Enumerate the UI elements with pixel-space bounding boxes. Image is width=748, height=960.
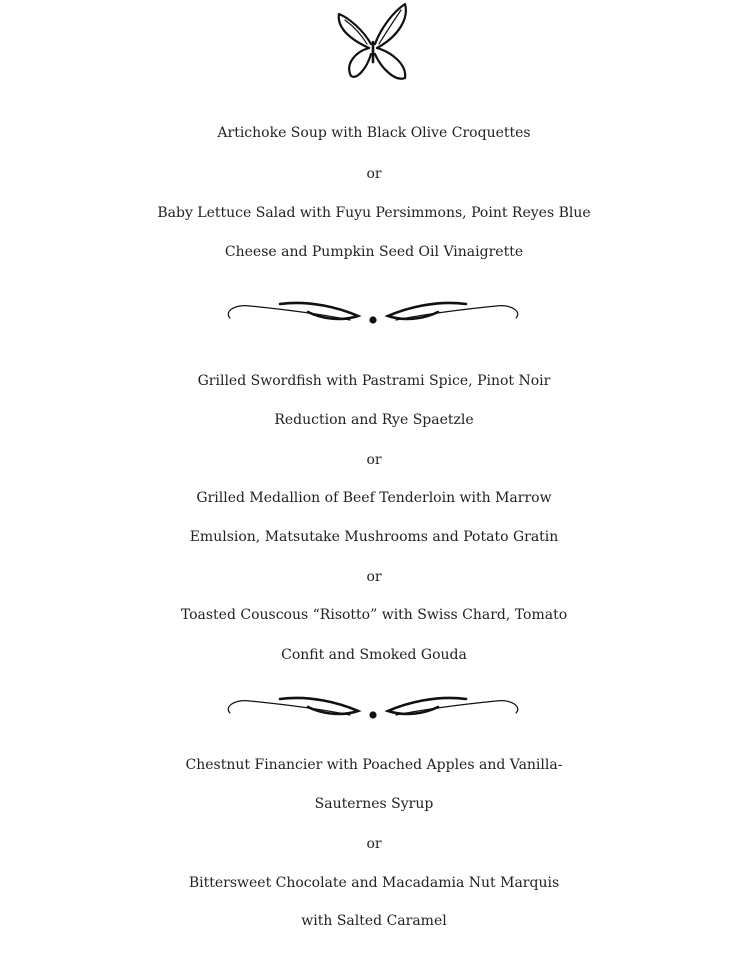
starter-item-1: Artichoke Soup with Black Olive Croquettes — [217, 125, 531, 141]
flourish-divider-icon — [220, 693, 526, 729]
or-separator: or — [366, 836, 382, 852]
main-item-1-line-2: Reduction and Rye Spaetzle — [274, 412, 474, 428]
main-item-2-line-2: Emulsion, Matsutake Mushrooms and Potato Gratin — [189, 529, 559, 545]
dessert-item-1-line-1: Chestnut Financier with Poached Apples and Vanilla- — [185, 757, 563, 773]
or-separator: or — [366, 452, 382, 468]
dessert-item-2-line-2: with Salted Caramel — [301, 913, 447, 929]
starter-item-2-line-2: Cheese and Pumpkin Seed Oil Vinaigrette — [224, 244, 524, 260]
main-item-3-line-2: Confit and Smoked Gouda — [281, 647, 467, 663]
dessert-item-2-line-1: Bittersweet Chocolate and Macadamia Nut Marquis — [188, 875, 560, 891]
or-separator: or — [366, 569, 382, 585]
dessert-item-1-line-2: Sauternes Syrup — [314, 796, 434, 812]
or-separator: or — [366, 166, 382, 182]
main-item-2-line-1: Grilled Medallion of Beef Tenderloin with Marrow — [196, 490, 552, 506]
starter-item-2-line-1: Baby Lettuce Salad with Fuyu Persimmons, Point Reyes Blue — [157, 205, 591, 221]
butterfly-icon — [333, 2, 413, 84]
flourish-divider-icon — [220, 298, 526, 334]
main-item-1-line-1: Grilled Swordfish with Pastrami Spice, Pinot Noir — [197, 373, 551, 389]
main-item-3-line-1: Toasted Couscous “Risotto” with Swiss Chard, Tomato — [180, 607, 568, 623]
